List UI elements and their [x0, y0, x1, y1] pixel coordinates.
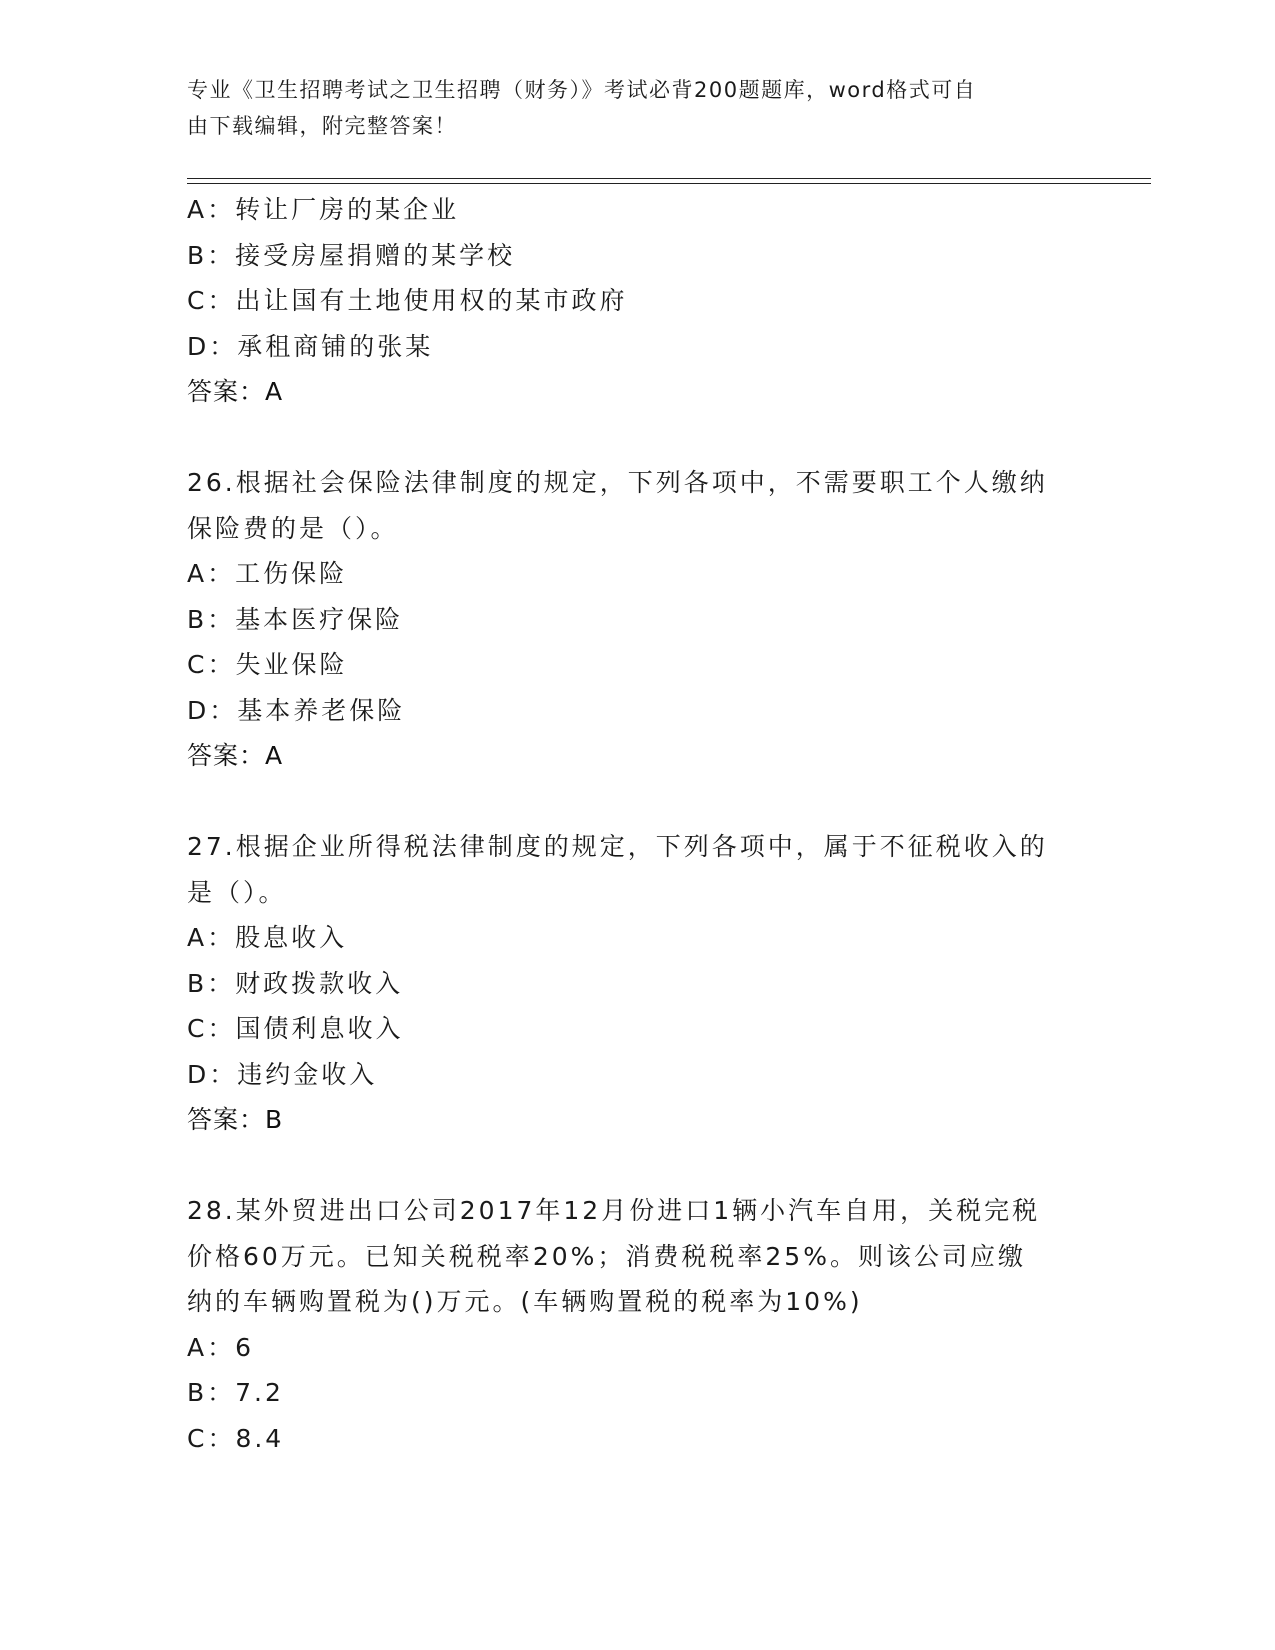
- answer-option: C：国债利息收入: [187, 1014, 404, 1043]
- answer-option: B：财政拨款收入: [187, 968, 404, 998]
- answer-option: B：接受房屋捐赠的某学校: [187, 240, 516, 270]
- question-stem-line: 27.根据企业所得税法律制度的规定，下列各项中，属于不征税收入的: [187, 832, 1048, 861]
- answer-option: C：出让国有土地使用权的某市政府: [187, 286, 628, 315]
- question-block: [187, 1143, 1087, 1462]
- answer-value: B: [265, 1105, 284, 1134]
- block-spacer: [187, 779, 1087, 825]
- header-divider: [187, 183, 1151, 184]
- answer-value: A: [265, 741, 284, 770]
- question-stem-line: 28.某外贸进出口公司2017年12月份进口1辆小汽车自用，关税完税: [187, 1196, 1041, 1225]
- answer-value: A: [265, 377, 284, 406]
- question-stem-line: 保险费的是（）。: [187, 513, 399, 543]
- question-stem-line: 纳的车辆购置税为()万元。(车辆购置税的税率为10%): [187, 1287, 863, 1316]
- answer-option: D：承租商铺的张某: [187, 331, 434, 361]
- question-stem-line: 价格60万元。已知关税税率20%；消费税税率25%。则该公司应缴: [187, 1241, 1026, 1271]
- answer-label: 答案：: [187, 377, 266, 406]
- answer-key: [187, 1097, 1087, 1143]
- header-line: 由下载编辑，附完整答案！: [187, 114, 457, 138]
- question-block: [187, 187, 1087, 415]
- question-stem-line: 是（）。: [187, 877, 287, 907]
- answer-option: A：转让厂房的某企业: [187, 195, 460, 224]
- question-stem-line: 26.根据社会保险法律制度的规定，下列各项中，不需要职工个人缴纳: [187, 468, 1048, 497]
- block-spacer: [187, 1143, 1087, 1189]
- answer-option: A：股息收入: [187, 923, 348, 952]
- question-list: [187, 187, 1087, 1461]
- answer-option: C：8.4: [187, 1423, 285, 1453]
- answer-label: 答案：: [187, 1105, 266, 1134]
- answer-option: B：7.2: [187, 1378, 284, 1407]
- document-header: [187, 72, 1067, 144]
- answer-option: C：失业保险: [187, 650, 348, 679]
- answer-option: D：基本养老保险: [187, 695, 406, 725]
- answer-label: 答案：: [187, 741, 266, 770]
- header-divider: [187, 178, 1151, 179]
- header-line: 专业《卫生招聘考试之卫生招聘（财务）》考试必背200题题库，word格式可自: [187, 78, 977, 102]
- answer-key: [187, 369, 1087, 415]
- answer-option: A：工伤保险: [187, 559, 348, 588]
- answer-option: B：基本医疗保险: [187, 604, 404, 634]
- answer-key: [187, 733, 1087, 779]
- answer-option: A：6: [187, 1332, 255, 1362]
- block-spacer: [187, 415, 1087, 461]
- question-block: [187, 779, 1087, 1143]
- answer-option: D：违约金收入: [187, 1059, 378, 1089]
- question-block: [187, 415, 1087, 779]
